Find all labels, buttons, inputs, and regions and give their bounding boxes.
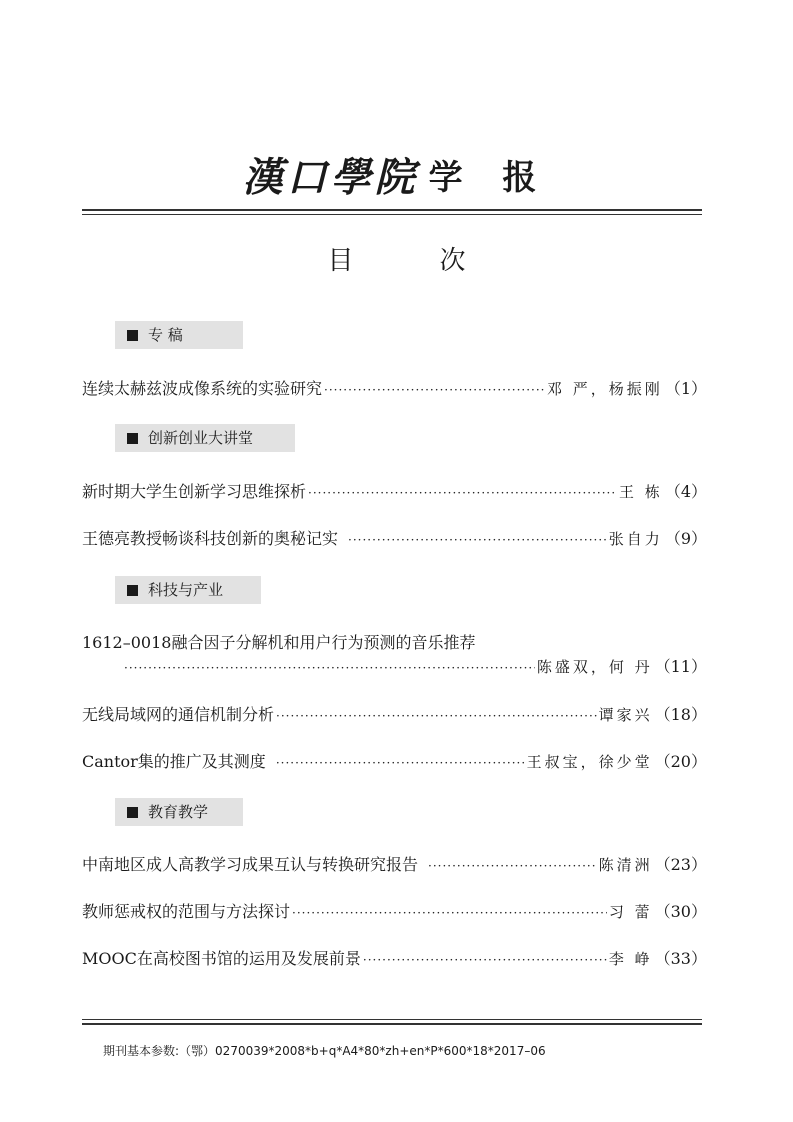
square-bullet-icon — [127, 585, 138, 596]
entry-title: 中南地区成人高教学习成果互认与转换研究报告 — [82, 855, 419, 874]
leader-dots — [276, 709, 597, 723]
entry-authors: 王叔宝，徐少堂 — [526, 753, 653, 771]
toc-entry[interactable] — [82, 526, 707, 549]
journal-masthead — [0, 146, 793, 203]
section-label: 专 稿 — [148, 326, 183, 344]
entry-title: 连续太赫兹波成像系统的实验研究 — [82, 379, 323, 398]
entry-title: 王德亮教授畅谈科技创新的奥秘记实 — [82, 529, 339, 548]
entry-title: Cantor集的推广及其测度 — [82, 752, 266, 771]
toc-entry[interactable] — [82, 852, 707, 875]
entry-title: 教师惩戒权的范围与方法探讨 — [82, 902, 291, 921]
toc-title-char-1: 目 — [327, 246, 354, 276]
leader-dots — [276, 756, 525, 770]
section-header-special — [115, 321, 243, 349]
entry-authors: 习 蕾 — [608, 903, 653, 921]
section-header-technology — [115, 576, 261, 604]
entry-authors: 王 栋 — [619, 483, 663, 501]
entry-authors: 陈清洲 — [598, 856, 653, 874]
square-bullet-icon — [127, 330, 138, 341]
section-label: 创新创业大讲堂 — [148, 429, 254, 447]
toc-entry[interactable] — [82, 749, 707, 772]
entry-authors: 陈盛双，何 丹 — [536, 658, 653, 676]
entry-authors: 李 峥 — [608, 950, 653, 968]
toc-title — [0, 240, 793, 277]
entry-page: （9） — [664, 529, 707, 548]
top-double-rule — [82, 209, 702, 215]
toc-entry-continuation[interactable] — [122, 654, 707, 677]
toc-entry[interactable] — [82, 899, 707, 922]
leader-dots — [363, 953, 607, 967]
entry-title: MOOC在高校图书馆的运用及发展前景 — [82, 949, 361, 968]
entry-authors: 谭家兴 — [598, 706, 653, 724]
section-header-education — [115, 798, 243, 826]
leader-dots — [428, 859, 597, 873]
entry-title: 1612–0018融合因子分解机和用户行为预测的音乐推荐 — [82, 633, 476, 652]
entry-page: （18） — [654, 705, 707, 724]
entry-page: （20） — [654, 752, 707, 771]
journal-suffix: 学 报 — [428, 158, 551, 198]
journal-calligraphy-name: 漢口學院 — [242, 155, 419, 201]
entry-page: （1） — [664, 379, 707, 398]
leader-dots — [348, 533, 607, 547]
toc-title-char-2: 次 — [439, 246, 466, 276]
leader-dots — [292, 906, 607, 920]
toc-entry-title-line[interactable] — [82, 630, 707, 653]
entry-page: （4） — [664, 482, 707, 501]
entry-authors: 张自力 — [608, 530, 663, 548]
toc-entry[interactable] — [82, 946, 707, 969]
entry-page: （23） — [654, 855, 707, 874]
bottom-double-rule — [82, 1019, 702, 1025]
toc-entry[interactable] — [82, 702, 707, 725]
square-bullet-icon — [127, 433, 138, 444]
entry-authors: 邓 严，杨振刚 — [547, 380, 663, 398]
entry-title: 无线局域网的通信机制分析 — [82, 705, 275, 724]
section-header-innovation — [115, 424, 295, 452]
toc-entry[interactable] — [82, 479, 707, 502]
leader-dots — [308, 486, 617, 500]
toc-entry[interactable] — [82, 376, 707, 399]
journal-parameters: 期刊基本参数:（鄂）0270039*2008*b+q*A4*80*zh+en*P*600*18*2017–06 — [103, 1044, 546, 1058]
leader-dots — [124, 661, 535, 675]
section-label: 科技与产业 — [148, 581, 224, 599]
square-bullet-icon — [127, 807, 138, 818]
entry-title: 新时期大学生创新学习思维探析 — [82, 482, 307, 501]
section-label: 教育教学 — [148, 803, 209, 821]
leader-dots — [324, 383, 545, 397]
entry-page: （30） — [654, 902, 707, 921]
entry-page: （33） — [654, 949, 707, 968]
entry-page: （11） — [654, 657, 707, 676]
